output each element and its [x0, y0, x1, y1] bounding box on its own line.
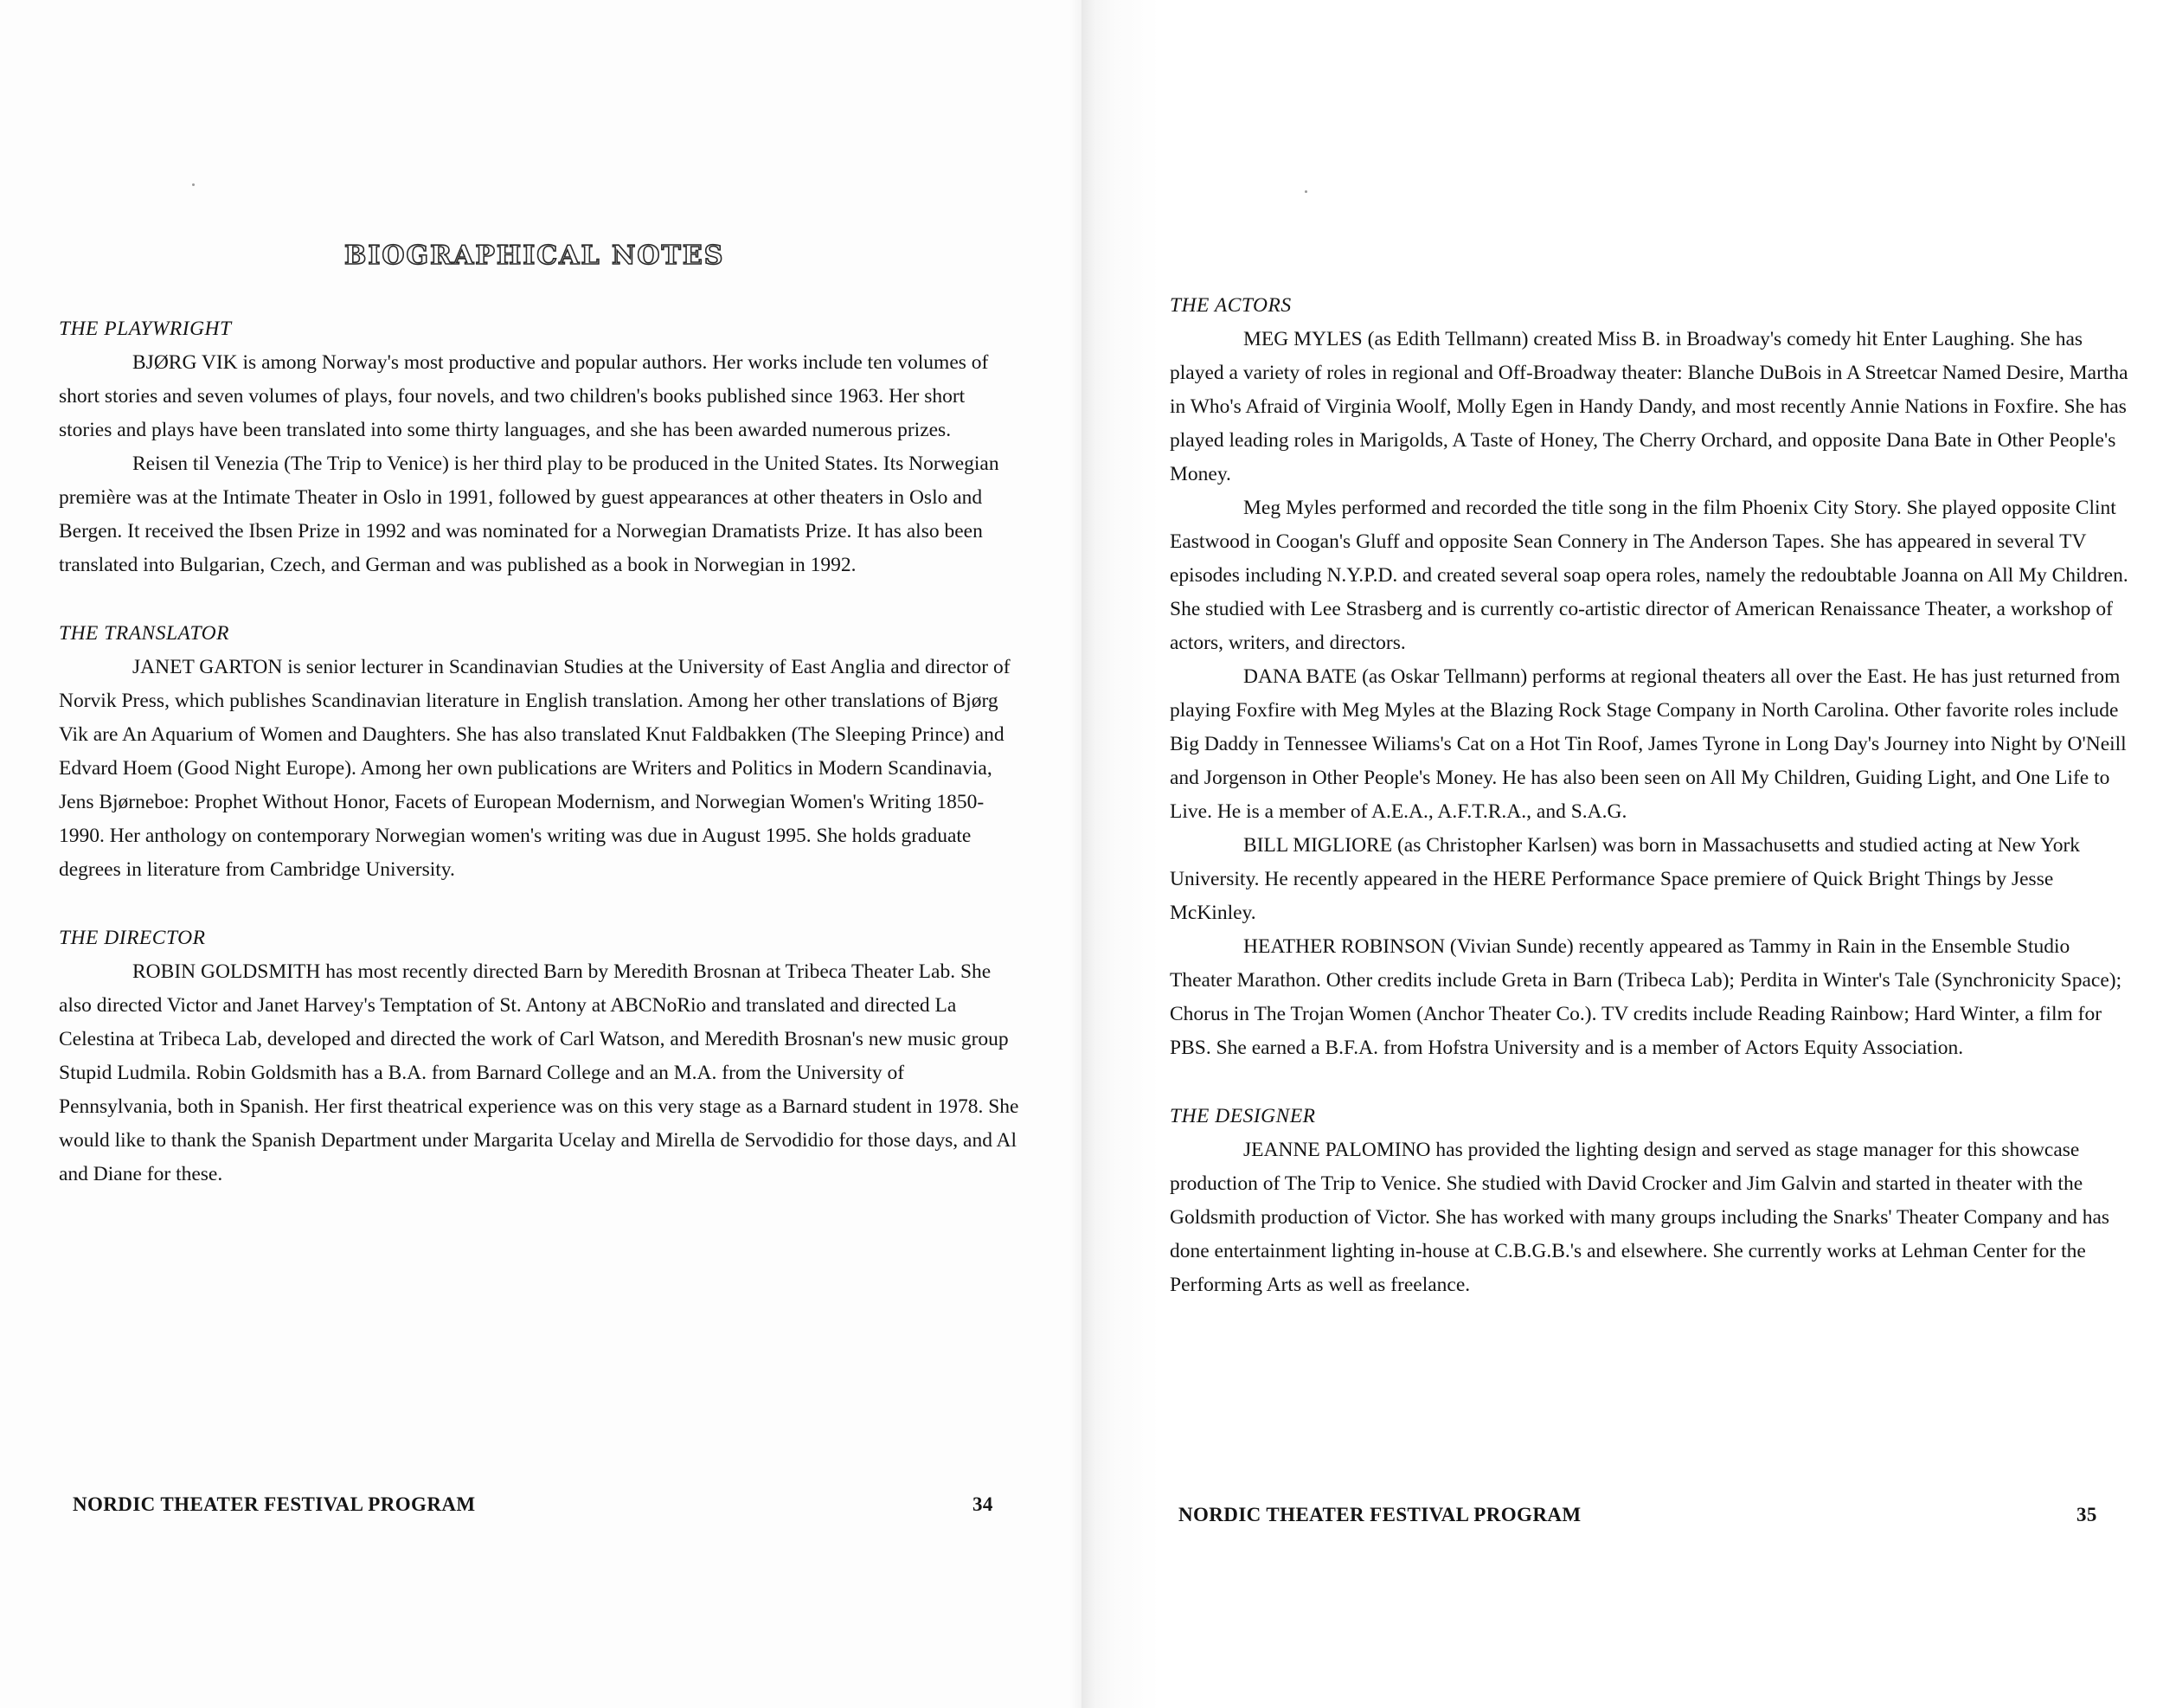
- page-title: BIOGRAPHICAL NOTES: [344, 241, 725, 271]
- section-actors: [1170, 289, 2128, 1065]
- page-number: 34: [972, 1493, 993, 1515]
- bio-paragraph: DANA BATE (as Oskar Tellmann) performs at regional theaters all over the East. He has just returned from playing Foxfire with Meg Myles at the Blazing Rock Stage Company in North Carolina. Other favorite roles include Big Daddy in Tennessee Wiliams's Cat on a Hot Tin Roof, James Tyrone in Long Day's Journey into Night by O'Neill and Jorgenson in Other People's Money. He has also been seen on All My Children, Guiding Light, and One Life to Live. He is a member of A.E.A., A.F.T.R.A., and S.A.G.: [1170, 665, 2127, 823]
- section-heading: THE DIRECTOR: [59, 927, 206, 949]
- section-playwright: [59, 312, 1021, 582]
- right-page: [1082, 0, 2163, 1708]
- bio-paragraph: Meg Myles performed and recorded the title song in the film Phoenix City Story. She played opposite Clint Eastwood in Coogan's Gluff and opposite Sean Connery in The Anderson Tapes. She has appeared in several TV episodes including N.Y.P.D. and created several soap opera roles, namely the redoubtable Joanna on All My Children. She studied with Lee Strasberg and is currently co-artistic director of American Renaissance Theater, a workshop of actors, writers, and directors.: [1170, 497, 2128, 654]
- page-number: 35: [2076, 1504, 2097, 1525]
- section-heading: THE TRANSLATOR: [59, 622, 229, 645]
- section-designer: [1170, 1100, 2128, 1302]
- footer-program-title: NORDIC THEATER FESTIVAL PROGRAM: [73, 1493, 476, 1515]
- section-heading: THE ACTORS: [1170, 294, 1292, 317]
- bio-paragraph: Reisen til Venezia (The Trip to Venice) is her third play to be produced in the United States. Its Norwegian première was at the Intimate Theater in Oslo in 1991, followed by guest appearances at other theaters in Oslo and Bergen. It received the Ibsen Prize in 1992 and was nominated for a Norwegian Dramatists Prize. It has also been translated into Bulgarian, Czech, and German and was published as a book in Norwegian in 1992.: [59, 453, 999, 576]
- bio-paragraph: ROBIN GOLDSMITH has most recently directed Barn by Meredith Brosnan at Tribeca Theater Lab. She also directed Victor and Janet Harvey's Temptation of St. Antony at ABCNoRio and translated and directed La Celestina at Tribeca Lab, developed and directed the work of Carl Watson, and Meredith Brosnan's new music group Stupid Ludmila. Robin Goldsmith has a B.A. from Barnard College and an M.A. from the University of Pennsylvania, both in Spanish. Her first theatrical experience was on this very stage as a Barnard student in 1978. She would like to thank the Spanish Department under Margarita Ucelay and Mirella de Servodidio for those days, and Al and Diane for these.: [59, 960, 1019, 1185]
- bio-paragraph: JEANNE PALOMINO has provided the lighting design and served as stage manager for this showcase production of The Trip to Venice. She studied with David Crocker and Jim Galvin and started in theater with the Goldsmith production of Victor. She has worked with many groups including the Snarks' Theater Company and has done entertainment lighting in-house at C.B.G.B.'s and elsewhere. She currently works at Lehman Center for the Performing Arts as well as freelance.: [1170, 1139, 2110, 1296]
- bio-paragraph: BJØRG VIK is among Norway's most productive and popular authors. Her works include ten volumes of short stories and seven volumes of plays, four novels, and two children's books published since 1963. Her short stories and plays have been translated into some thirty languages, and she has been awarded numerous prizes.: [59, 351, 989, 441]
- section-director: [59, 921, 1021, 1191]
- book-gutter: [1069, 0, 1095, 1708]
- right-column: [1170, 289, 2128, 1302]
- print-speck: [192, 183, 195, 186]
- section-heading: THE PLAYWRIGHT: [59, 318, 232, 340]
- print-speck: [1305, 190, 1307, 193]
- bio-paragraph: MEG MYLES (as Edith Tellmann) created Miss B. in Broadway's comedy hit Enter Laughing. She has played a variety of roles in regional and Off-Broadway theater: Blanche DuBois in A Streetcar Named Desire, Martha in Who's Afraid of Virginia Woolf, Molly Egen in Handy Dandy, and most recently Annie Nations in Foxfire. She has played leading roles in Marigolds, A Taste of Honey, The Cherry Orchard, and opposite Dana Bate in Other People's Money.: [1170, 328, 2128, 485]
- bio-paragraph: BILL MIGLIORE (as Christopher Karlsen) was born in Massachusetts and studied acting at New York University. He recently appeared in the HERE Performance Space premiere of Quick Bright Things by Jesse McKinley.: [1170, 834, 2081, 924]
- bio-paragraph: JANET GARTON is senior lecturer in Scandinavian Studies at the University of East Anglia and director of Norvik Press, which publishes Scandinavian literature in English translation. Among her other translations of Bjørg Vik are An Aquarium of Women and Daughters. She has also translated Knut Faldbakken (The Sleeping Prince) and Edvard Hoem (Good Night Europe). Among her own publications are Writers and Politics in Modern Scandinavia, Jens Bjørneboe: Prophet Without Honor, Facets of European Modernism, and Norwegian Women's Writing 1850-1990. Her anthology on contemporary Norwegian women's writing was due in August 1995. She holds graduate degrees in literature from Cambridge University.: [59, 656, 1011, 881]
- section-heading: THE DESIGNER: [1170, 1105, 1316, 1127]
- footer-program-title: NORDIC THEATER FESTIVAL PROGRAM: [1178, 1504, 1582, 1525]
- section-translator: [59, 617, 1021, 887]
- left-column: [59, 312, 1021, 1191]
- bio-paragraph: HEATHER ROBINSON (Vivian Sunde) recently appeared as Tammy in Rain in the Ensemble Studio Theater Marathon. Other credits include Greta in Barn (Tribeca Lab); Perdita in Winter's Tale (Synchronicity Space); Chorus in The Trojan Women (Anchor Theater Co.). TV credits include Reading Rainbow; Hard Winter, a film for PBS. She earned a B.F.A. from Hofstra University and is a member of Actors Equity Association.: [1170, 935, 2122, 1059]
